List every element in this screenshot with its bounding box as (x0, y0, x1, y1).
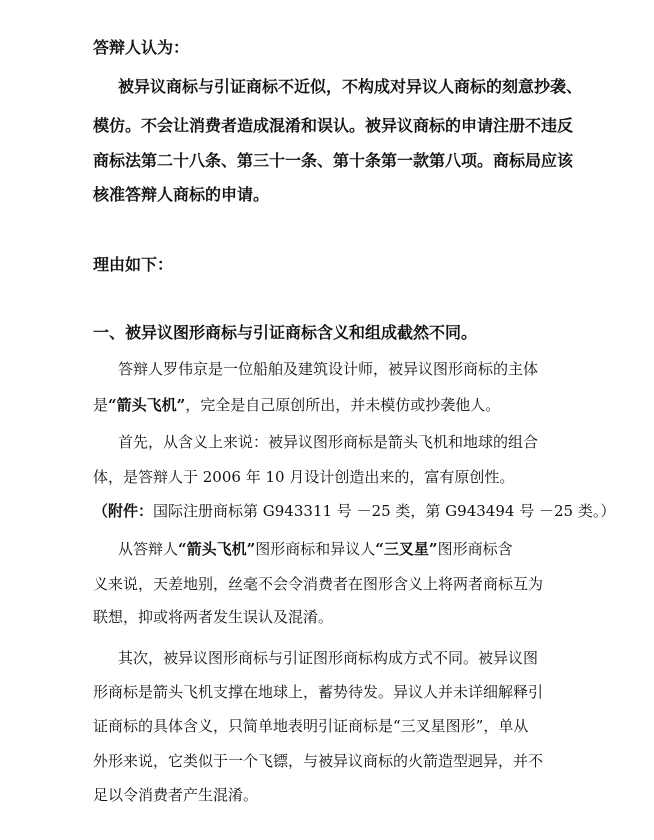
heading-reasons: 理由如下： (93, 255, 174, 274)
paragraph-4-line-2: 义来说，天差地别，丝毫不会令消费者在图形含义上将两者商标互为 (93, 575, 544, 593)
section-1-title: 一、被异议图形商标与引证商标含义和组成截然不同。 (93, 323, 478, 342)
paragraph-1-line-4: 核准答辩人商标的申请。 (93, 185, 270, 204)
paragraph-5-line-3: 证商标的具体含义，只简单地表明引证商标是“三叉星图形”，单从 (93, 717, 529, 735)
paragraph-3-line-1: 首先，从含义上来说：被异议图形商标是箭头飞机和地球的组合 (118, 433, 539, 451)
paragraph-3-line-2: 体，是答辩人于 2006 年 10 月设计创造出来的，富有原创性。 (93, 468, 515, 486)
paragraph-1-line-3: 商标法第二十八条、第三十一条、第十条第一款第八项。商标局应该 (93, 151, 574, 170)
paragraph-5-line-1: 其次，被异议图形商标与引证图形商标构成方式不同。被异议图 (118, 649, 539, 667)
paragraph-3-line-3: （附件：国际注册商标第 G943311 号 －25 类，第 G943494 号 －25 类。） (93, 502, 616, 520)
paragraph-1-line-1: 被异议商标与引证商标不近似，不构成对异议人商标的刻意抄袭、 (118, 77, 583, 96)
paragraph-4-line-1: 从答辩人“箭头飞机”图形商标和异议人“三叉星”图形商标含 (118, 540, 513, 558)
heading-defense: 答辩人认为： (93, 38, 190, 57)
paragraph-2-line-1: 答辩人罗伟京是一位船舶及建筑设计师，被异议图形商标的主体 (118, 360, 539, 378)
paragraph-5-line-2: 形商标是箭头飞机支撑在地球上，蓄势待发。异议人并未详细解释引 (93, 683, 544, 701)
paragraph-5-line-4: 外形来说，它类似于一个飞镖，与被异议商标的火箭造型迥异，并不 (93, 752, 544, 770)
paragraph-4-line-3: 联想，抑或将两者发生误认及混淆。 (93, 608, 334, 626)
paragraph-5-line-5: 足以令消费者产生混淆。 (93, 786, 259, 804)
paragraph-2-line-2: 是“箭头飞机”，完全是自己原创所出，并未模仿或抄袭他人。 (93, 396, 501, 414)
paragraph-1-line-2: 模仿。不会让消费者造成混淆和误认。被异议商标的申请注册不违反 (93, 116, 574, 135)
